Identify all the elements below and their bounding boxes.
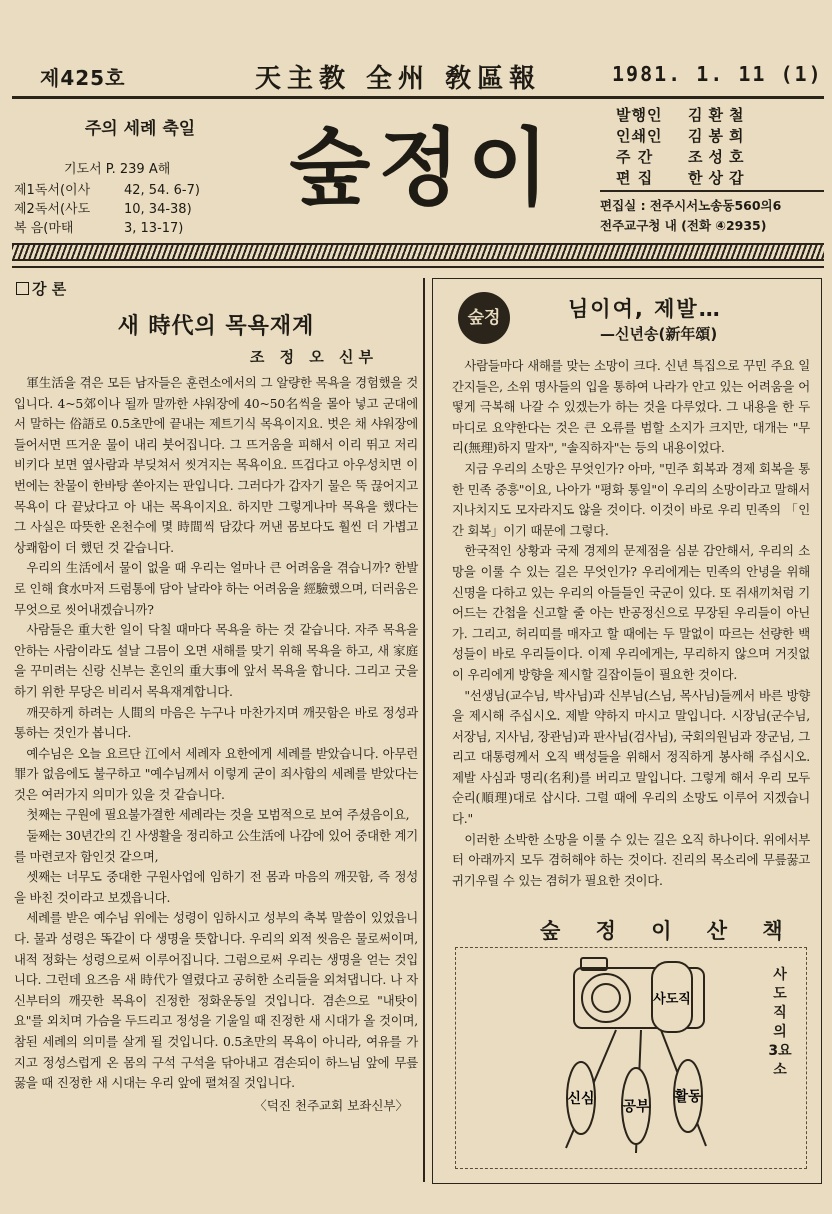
- kicker-label: 강 론: [32, 280, 67, 298]
- paragraph: 우리의 生活에서 물이 없을 때 우리는 얼마나 큰 어려움을 겪습니까? 한발로 인해 食水마저 드럼통에 담아 날라야 하는 어려움을 經驗했으며, 더러움은 무엇으로 씻어내겠습니까?: [14, 560, 418, 617]
- paragraph: 이러한 소박한 소망을 이룰 수 있는 길은 오직 하나이다. 위에서부터 아래까지 모두 겸허해야 하는 것이다. 진리의 목소리에 무릎꿇고 귀기우릴 수 있는 겸허가 필요한 것이다.: [452, 831, 810, 888]
- staff-row: [616, 105, 816, 126]
- contact-phone: 전주교구청 내 (전화 ④2935): [600, 218, 767, 233]
- contact-address: 편집실 : 전주시서노송동560의6: [600, 198, 782, 213]
- cartoon-caption: 사도직의 3요소: [768, 967, 792, 1078]
- leg-label-study: 공부: [622, 1099, 650, 1115]
- paragraph: 軍生活을 겪은 모든 남자들은 훈련소에서의 그 알량한 목욕을 경험했을 것입니다. 4~5郊이나 될까 말까한 샤워장에 40~50名씩을 몰아 넣고 군대에서 말하는 俗語로 0.5초만에 끝내는 제트기식 목욕이지요. 벗은 채 샤워장에 들어서면 뜨거운 물이 내리 붓어집니다. 그 뜨거움을 피해서 이리 뛰고 저리 비키다 보면 옆사람과 부딪쳐서 씻겨지는 목욕이요. 뜨겁다고 아우성치면 이번에는 찬물이 한바탕 쏟아지는 판입니다. 그러다가 갑자기 물은 뚝 끊어지고 목욕이 다 끝났다고 아 내는 목욕이지요. 하지만 그렇게나마 목욕을 했다는 그 사실은 따뜻한 온천수에 몇 時間씩 담갔다 꺼낸 몸보다도 훨씬 더 가볍고 상쾌함이 더 했던 것 같습니다.: [14, 375, 418, 555]
- reading-row: [14, 200, 246, 219]
- reading-ref: 42, 54. 6-7): [124, 183, 200, 198]
- paragraph: "선생님(교수님, 박사님)과 신부님(스님, 목사님)들께서 바른 방향을 제시해 주십시오. 제발 약하지 마시고 말입니다. 시장님(군수님, 서장님, 지사님, 장관님)과 판사님(검사님), 국회의원님과 장군님, 그리고 대통령께서 오직 백성들을 위해서 정직하게 봉사해 주십시오. 제발 사심과 명리(名利)를 버리고 말입니다. 그렇게 해서 우리 모두 순리(順理)대로 삽시다. 그럴 때에 우리의 소망도 이루어 지겠습니다.": [452, 687, 810, 827]
- column-subtitle: —신년송(新年頌): [600, 325, 718, 343]
- staff-role: 편 집: [616, 169, 654, 187]
- staff-row: [616, 147, 816, 168]
- paragraph: 사람들마다 새해를 맞는 소망이 크다. 신년 특집으로 꾸민 주요 일간지들은, 소위 명사들의 입을 통하여 나라가 안고 있는 어려움을 어떻게 극복해 나갈 수 있겠는가 하는 것을 다루었다. 그 내용을 한 두 마디로 요약한다는 것은 큰 오류를 범할 소지가 크지만, 대개는 "무리(無理)하지 말자", "솔직하자"는 등의 내용이었다.: [452, 358, 810, 456]
- staff-name: 한상갑: [688, 169, 750, 187]
- masthead-hatch-rule: [12, 243, 824, 261]
- camera-tripod-illustration: [456, 948, 806, 1168]
- paragraph: 한국적인 상황과 국제 경제의 문제점을 심분 감안해서, 우리의 소망을 이룰 수 있는 길은 무엇인가? 우리에게는 민족의 안녕을 위해 신명을 다하고 있는 우리의 아들들인 국군이 있다. 또 쥐새끼처럼 기어드는 간첩을 신고할 줄 아는 반공정신으로 무장된 우리들이 아닌가. 그리고, 허리띠를 매자고 할 때에는 두 말없이 따르는 선량한 백성들이 바로 우리들이다. 이제 우리에게는, 무리하지 않으며 거짓없이 우리에게 방향을 제시할 길잡이들이 필요한 것이다.: [452, 543, 810, 682]
- staff-role: 주 간: [616, 148, 654, 166]
- cartoon-box: [455, 947, 807, 1169]
- paragraph: 둘째는 30년간의 긴 사생활을 정리하고 公生活에 나감에 있어 중대한 계기를 마련코자 함인것 같으며,: [14, 828, 418, 864]
- editorial-body: [14, 373, 418, 1094]
- newspaper-name: 天主教 全州 敎區報: [255, 64, 542, 94]
- reading-ref: 3, 13-17): [124, 221, 184, 236]
- paragraph: 첫째는 구원에 필요불가결한 세례라는 것을 모범적으로 보여 주셨음이요,: [26, 807, 410, 823]
- editorial-column: [14, 278, 418, 1114]
- editorial-author: 조 정 오 신부: [249, 348, 378, 366]
- contact-info: [600, 196, 825, 236]
- staff-name: 김환철: [688, 106, 750, 124]
- paragraph: 예수님은 오늘 요르단 江에서 세례자 요한에게 세례를 받았습니다. 아무런 罪가 없음에도 불구하고 "예수님께서 이렇게 굳이 죄사함의 세례를 받았다는 것은 여러가지 의미가 있을 것 같습니다.: [14, 745, 418, 802]
- paragraph: 깨끗하게 하려는 人間의 마음은 누구나 마찬가지며 깨끗함은 바로 정성과 통하는 것인가 봅니다.: [14, 704, 418, 741]
- top-rule: [12, 96, 824, 99]
- staff-row: [616, 126, 816, 147]
- staff-name: 김봉희: [688, 127, 750, 145]
- column-seal-icon: 숲정: [458, 292, 510, 344]
- staff-name: 조성호: [688, 148, 750, 166]
- camera-lens-icon: [582, 974, 630, 1022]
- reading-row: [14, 181, 246, 200]
- paragraph: 지금 우리의 소망은 무엇인가? 아마, "민주 회복과 경제 회복을 통한 민족 중흥"이요, 나아가 "평화 통일"이 우리의 소망이라고 말해서 지나치지도 모자라지도 않을 것이다. 이것이 바로 우리 민족의 「인간 회복」이기 때문에 그렇다.: [452, 460, 810, 538]
- column-title: 님이여, 제발…: [568, 297, 722, 321]
- reading-label: 제1독서(이사: [14, 183, 91, 198]
- reading-label: 제2독서(사도: [14, 202, 91, 217]
- newspaper-logo: 숲정이: [289, 119, 557, 217]
- reading-row: [14, 219, 246, 238]
- staff-role: 발행인: [616, 106, 663, 124]
- feast-title: 주의 세례 축일: [84, 119, 196, 139]
- reading-label: 복 음(마태: [14, 221, 74, 236]
- editorial-headline: 새 時代의 목욕재계: [117, 314, 315, 339]
- column-divider: [423, 278, 425, 1182]
- readings-box: [14, 160, 246, 238]
- column-body: [452, 356, 810, 891]
- issue-date: 1981. 1. 11 (1): [612, 62, 823, 86]
- feast-box: [40, 104, 240, 154]
- photo-walk-title: 숲 정 이 산 책: [540, 919, 797, 943]
- leg-label-action: 활동: [674, 1089, 702, 1105]
- staff-divider: [600, 190, 824, 192]
- staff-list: [616, 105, 816, 189]
- section-rule: [12, 266, 824, 268]
- section-kicker: [16, 278, 418, 299]
- checkbox-icon: [16, 282, 29, 295]
- leg-label-faith: 신심: [567, 1091, 595, 1107]
- staff-role: 인쇄인: [616, 127, 663, 145]
- prayer-book-ref: 기도서 P. 239 A해: [64, 162, 171, 177]
- paragraph: 사람들은 重大한 일이 닥칠 때마다 목욕을 하는 것 같습니다. 자주 목욕을 안하는 사람이라도 설날 그믐이 오면 새해를 맞기 위해 목욕을 하고, 새 家庭을 꾸미려는 신랑 신부는 혼인의 重大事에 앞서 목욕을 합니다. 그리고 굿을 하기 위한 무당은 비리서 목욕재계합니다.: [14, 622, 418, 699]
- staff-row: [616, 168, 816, 189]
- issue-number: 제425호: [40, 66, 126, 90]
- sign-top-label: 사도직: [653, 992, 691, 1007]
- paragraph: 셋째는 너무도 중대한 구원사업에 임하기 전 몸과 마음의 깨끗함, 즉 정성을 바친 것이라고 보겠읍니다.: [14, 869, 418, 905]
- editorial-signoff: 〈덕진 천주교회 보좌신부〉: [254, 1097, 408, 1113]
- paragraph: 세례를 받은 예수님 위에는 성령이 임하시고 성부의 축복 말씀이 있었읍니다. 물과 성령은 똑같이 다 생명을 뜻합니다. 우리의 외적 씻음은 물로써이며, 내적 정화는 성령으로써 이루어집니다. 그럼으로써 우리는 생명을 얻는 것입니다. 그런데 요즈음 새 時代가 열렸다고 공허한 소리들을 외쳐댑니다. 나 자신부터의 깨끗한 목욕이 진정한 정화운동일 것입니다. 겸손으로 "내탓이요"를 외치며 가슴을 두드리고 정성을 기울일 때 진정한 새 시대가 올 것이며, 참된 세례의 의미를 살게 될 것입니다. 0.5초만의 목욕이 아니라, 여유를 가지고 정성스럽게 온 몸의 구석 구석을 닦아내고 겸손되이 하느님 앞에 무릎 꿇을 때 진정한 새 시대는 우리 앞에 펼쳐질 것입니다.: [14, 910, 418, 1091]
- reading-ref: 10, 34-38): [124, 202, 192, 217]
